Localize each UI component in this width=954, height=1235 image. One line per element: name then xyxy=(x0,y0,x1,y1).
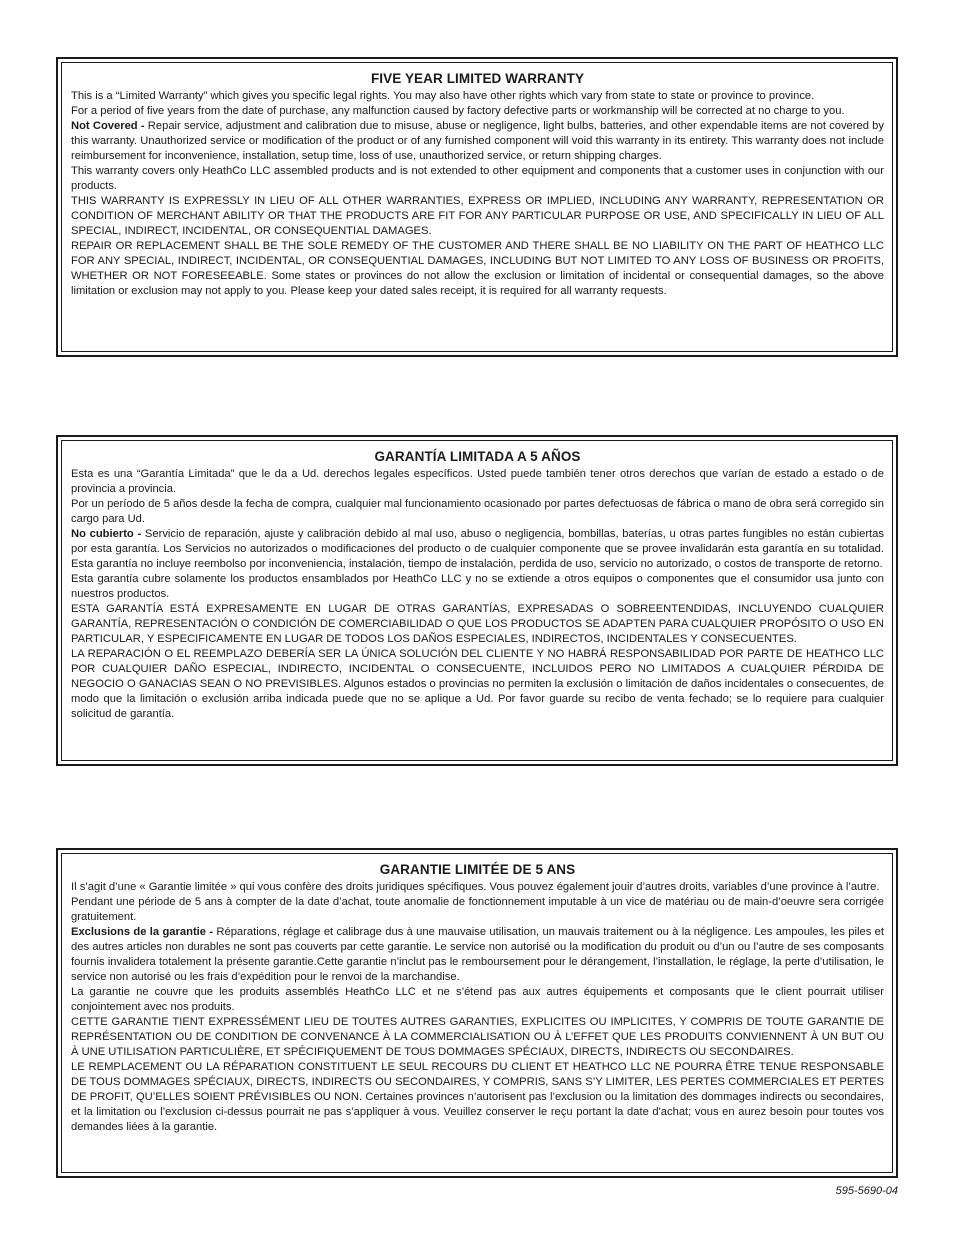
warranty-paragraph: CETTE GARANTIE TIENT EXPRESSÉMENT LIEU DE TOUTES AUTRES GARANTIES, EXPLICITES OU IMPLICITES, Y COMPRIS DE TOUTE GARANTIE DE REPRÉSENTATION OU DE CONDITION DE CONVENANCE À LA COMMERCIALISATION OU À L’EFFET QUE LES PRODUITS CONVIENNENT À UN BUT OU À UNE UTILISATION PARTICULIÈRE, ET SPÉCIFIQUEMENT DE TOUS DOMMAGES SPÉCIAUX, DIRECTS, INDIRECTS OU SECONDAIRES. xyxy=(71,1016,884,1058)
warranty-paragraph: Esta es una “Garantía Limitada” que le da a Ud. derechos legales específicos. Usted puede también tener otros derechos que varían de estado a estado o de provincia a provincia. xyxy=(71,468,884,495)
warranty-title-english: FIVE YEAR LIMITED WARRANTY xyxy=(370,71,585,86)
warranty-paragraph: Esta garantía cubre solamente los productos ensamblados por HeathCo LLC y no se extiende a otros equipos o componentes que el consumidor usa junto con nuestros productos. xyxy=(71,573,884,600)
warranty-box-french-inner xyxy=(61,853,893,1173)
not-covered-label: Not Covered - xyxy=(71,120,145,132)
exclusions-text: Réparations, réglage et calibrage dus à une mauvaise utilisation, un mauvais traitement ou à la négligence. Les ampoules, les piles et des autres articles non durables ne sont pas couverts par cette garantie. Le service non autorisé ou la modification du produit ou d’un ou l’autre de ses composants fournis invalidera totalement la présente garantie.Cette garantie n’inclut pas le remboursement pour le dérangement, l’installation, le réglage, la perte d’utilisation, le service non autorisé ou les frais d’expédition pour le renvoi de la marchandise. xyxy=(71,926,884,983)
warranty-paragraph-exclusions xyxy=(71,925,884,985)
warranty-paragraph: Il s’agit d’une « Garantie limitée » qui vous confère des droits juridiques spécifiques. Vous pouvez également jouir d’autres droits, variables d’une province à l’autre. xyxy=(71,881,880,893)
warranty-box-spanish-inner xyxy=(61,440,893,761)
warranty-paragraph: THIS WARRANTY IS EXPRESSLY IN LIEU OF ALL OTHER WARRANTIES, EXPRESS OR IMPLIED, INCLUDING ANY WARRANTY, REPRESENTATION OR CONDITION OF MERCHANT ABILITY OR THAT THE PRODUCTS ARE FIT FOR ANY PARTICULAR PURPOSE OR USE, AND SPECIFICALLY IN LIEU OF ALL SPECIAL, INDIRECT, INCIDENTAL, OR CONSEQUENTIAL DAMAGES. xyxy=(71,195,884,237)
warranty-paragraph: La garantie ne couvre que les produits assemblés HeathCo LLC et ne s’étend pas aux autres équipements et composants que le client pourrait utiliser conjointement avec nos produits. xyxy=(71,986,884,1013)
warranty-paragraph: This is a “Limited Warranty” which gives you specific legal rights. You may also have other rights which vary from state to state or province to province. xyxy=(71,90,815,102)
not-covered-text: Servicio de reparación, ajuste y calibración debido al mal uso, abuso o negligencia, bombillas, baterías, u otras partes fungibles no están cubiertas por esta garantía. Los Servicios no autorizados o modificaciones del producto o de cualquier componente que se provee invalidarán esta garantía en su totalidad. Esta garantía no incluye reembolso por inconveniencia, instalación, tiempo de instalación, perdida de uso, servicio no autorizado, o costos de transporte de retorno. xyxy=(71,528,884,570)
warranty-paragraph: REPAIR OR REPLACEMENT SHALL BE THE SOLE REMEDY OF THE CUSTOMER AND THERE SHALL BE NO LIABILITY ON THE PART OF HEATHCO LLC FOR ANY SPECIAL, INDIRECT, INCIDENTAL, OR CONSEQUENTIAL DAMAGES, INCLUDING BUT NOT LIMITED TO ANY LOSS OF BUSINESS OR PROFITS, WHETHER OR NOT FORESEEABLE. Some states or provinces do not allow the exclusion or limitation of incidental or consequential damages, so the above limitation or exclusion may not apply to you. Please keep your dated sales receipt, it is required for all warranty requests. xyxy=(71,240,884,297)
warranty-box-spanish xyxy=(56,435,898,766)
warranty-paragraph: This warranty covers only HeathCo LLC assembled products and is not extended to other equipment and components that a customer uses in conjunction with our products. xyxy=(71,165,884,192)
not-covered-label: No cubierto - xyxy=(71,528,142,540)
warranty-paragraph-not-covered xyxy=(71,527,884,572)
warranty-box-french xyxy=(56,848,898,1178)
warranty-box-english-inner xyxy=(61,62,893,352)
warranty-paragraph-not-covered xyxy=(71,119,884,164)
warranty-paragraph: LA REPARACIÓN O EL REEMPLAZO DEBERÍA SER LA ÚNICA SOLUCIÓN DEL CLIENTE Y NO HABRÁ RESPONSABILIDAD POR PARTE DE HEATHCO LLC POR CUALQUIER DAÑO ESPECIAL, INDIRECTO, INCIDENTAL O CONSECUENTE, INCLUIDOS PERO NO LIMITADOS A CUALQUIER PÉRDIDA DE NEGOCIO O GANACIAS SEAN O NO PREVISIBLES. Algunos estados o provincias no permiten la exclusión o limitación de daños incidentales o consecuentes, de modo que la limitación o exclusión arriba indicada puede que no se aplique a Ud. Por favor guarde su recibo de venta fechado; se lo requiere para cualquier solicitud de garantía. xyxy=(71,648,884,720)
warranty-paragraph: LE REMPLACEMENT OU LA RÉPARATION CONSTITUENT LE SEUL RECOURS DU CLIENT ET HEATHCO LLC NE POURRA ÊTRE TENUE RESPONSABLE DE TOUS DOMMAGES SPÉCIAUX, DIRECTS, INDIRECTS OU SECONDAIRES, Y COMPRIS, SANS S’Y LIMITER, LES PERTES COMMERCIALES ET PERTES DE PROFIT, QU’ELLES SOIENT PRÉVISIBLES OU NON. Certaines provinces n’autorisent pas l’exclusion ou la limitation des dommages indirects ou secondaires, et la limitation ou l’exclusion ci-dessus pourrait ne pas s’appliquer à vous. Veuillez conserver le reçu portant la date d'achat; vous en aurez besoin pour toutes vos demandes liées à la garantie. xyxy=(71,1061,884,1133)
exclusions-label: Exclusions de la garantie - xyxy=(71,926,214,938)
not-covered-text: Repair service, adjustment and calibration due to misuse, abuse or negligence, light bulbs, batteries, and other expendable items are not covered by this warranty. Unauthorized service or modification of the product or of any furnished component will void this warranty in its entirety. This warranty does not include reimbursement for inconvenience, installation, setup time, loss of use, unauthorized service, or return shipping charges. xyxy=(71,120,884,162)
warranty-paragraph: ESTA GARANTÍA ESTÁ EXPRESAMENTE EN LUGAR DE OTRAS GARANTÍAS, EXPRESADAS O SOBREENTENDIDAS, INCLUYENDO CUALQUIER GARANTÍA, REPRESENTACIÓN O CONDICIÓN DE COMERCIABILIDAD O QUE LOS PRODUCTOS SE ADAPTEN PARA CUALQUIER PROPÓSITO O USO EN PARTICULAR, Y ESPECIFICAMENTE EN LUGAR DE TODOS LOS DAÑOS ESPECIALES, INDIRECTOS, INCIDENTALES Y CONSECUENTES. xyxy=(71,603,884,645)
warranty-paragraph: For a period of five years from the date of purchase, any malfunction caused by factory defective parts or workmanship will be corrected at no charge to you. xyxy=(71,105,845,117)
warranty-paragraph: Pendant une période de 5 ans à compter de la date d’achat, toute anomalie de fonctionnement imputable à un vice de matériau ou de main-d’oeuvre sera corrigée gratuitement. xyxy=(71,896,884,923)
document-code: 595-5690-04 xyxy=(835,1185,898,1197)
warranty-box-english xyxy=(56,57,898,357)
warranty-title-french: GARANTIE LIMITÉE DE 5 ANS xyxy=(379,862,576,877)
warranty-title-spanish: GARANTÍA LIMITADA A 5 AÑOS xyxy=(374,449,581,464)
warranty-paragraph: Por un período de 5 años desde la fecha de compra, cualquier mal funcionamiento ocasionado por partes defectuosas de fábrica o mano de obra será corregido sin cargo para Ud. xyxy=(71,498,884,525)
